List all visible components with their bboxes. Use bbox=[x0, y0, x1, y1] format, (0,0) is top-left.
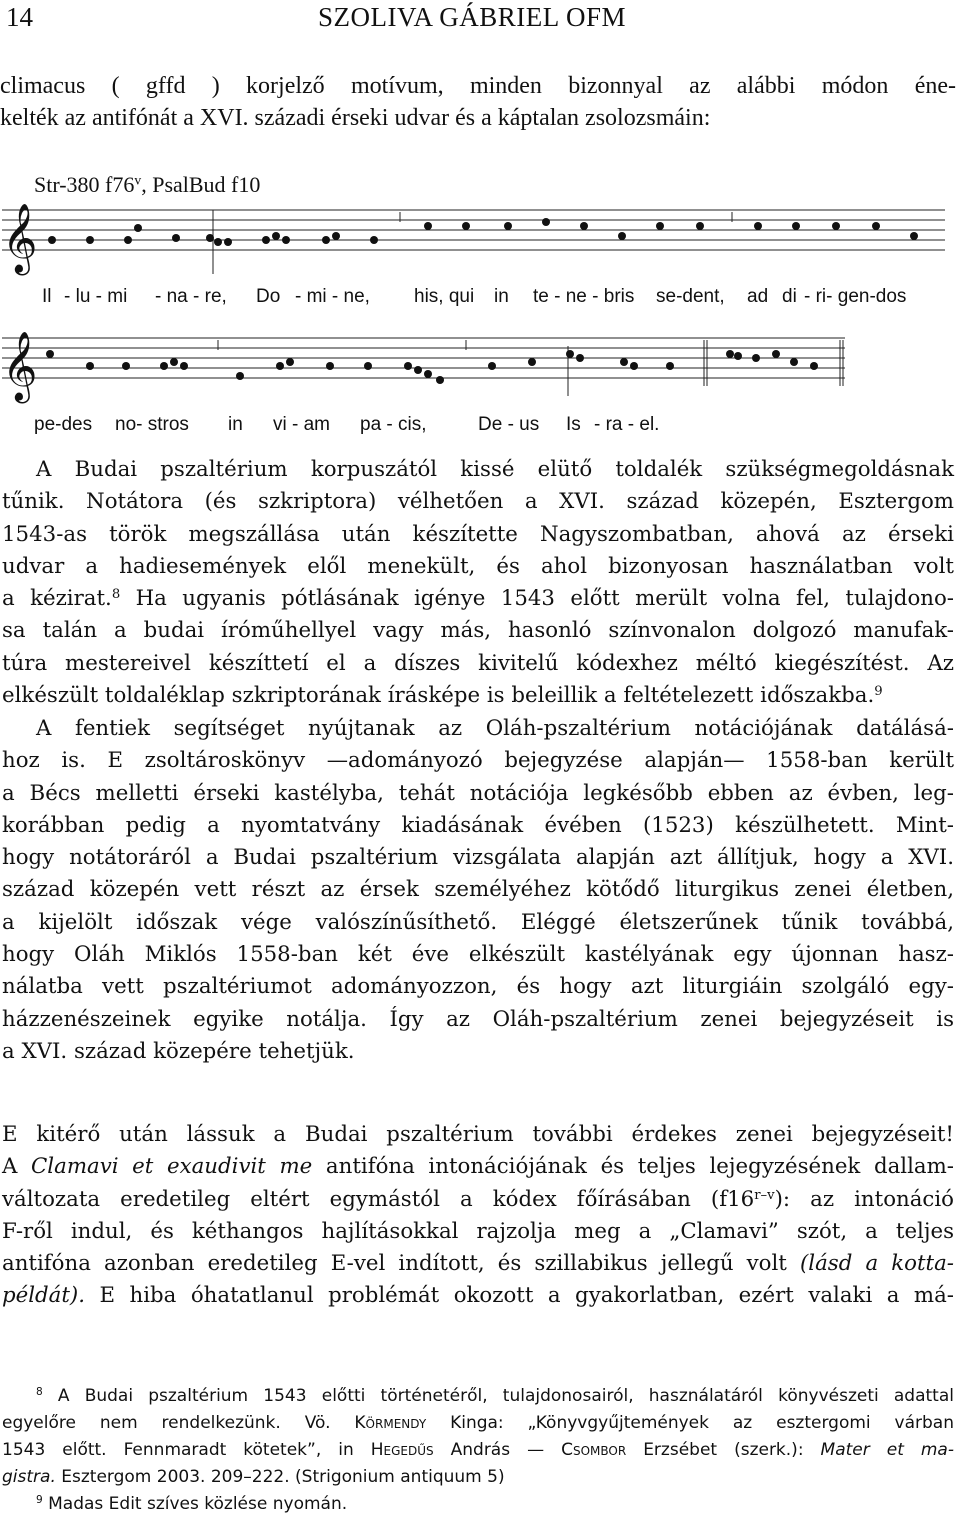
lyric-syllable: - ri- gen-dos bbox=[804, 286, 907, 307]
text-line bbox=[2, 1280, 954, 1312]
intro-line-2: kelték az antifónát a XVI. századi érseki udvar és a káptalan zsolozsmáin: bbox=[0, 105, 711, 131]
source-text: Str-380 f76 bbox=[34, 172, 135, 197]
lyric-syllable: - mi - ne, bbox=[295, 286, 370, 307]
text-fragment: A bbox=[2, 1154, 32, 1180]
footnote-mark: 8 bbox=[36, 1386, 43, 1399]
lyric-syllable: vi - am bbox=[273, 414, 330, 435]
intro-paragraph bbox=[0, 70, 956, 134]
text-line: F-ről indul, és kéthangos hajlításokkal rajzolja meg a „Clamavi” szót, a teljes bbox=[2, 1218, 954, 1244]
text-line: a kijelölt időszak vége valószínűsíthető. Eléggé életszerűnek tűnik továbbá, bbox=[2, 909, 954, 935]
footnote-8 bbox=[2, 1383, 954, 1410]
text-fragment: A Budai pszaltérium 1543 előtti történetéről, tulajdonosairól, használatáról könyvészeti adattal bbox=[42, 1386, 954, 1406]
lyric-syllable: te - ne - bris bbox=[533, 286, 635, 307]
text-line bbox=[2, 1184, 954, 1216]
lyric-syllable: di bbox=[782, 286, 797, 307]
lyric-syllable: se-dent, bbox=[656, 286, 725, 307]
staff-1-svg bbox=[0, 198, 960, 278]
footnote-mark: 9 bbox=[36, 1494, 43, 1507]
body-paragraph-2 bbox=[2, 713, 954, 1068]
text-line bbox=[2, 680, 954, 712]
treble-clef-icon: 𝄞 bbox=[2, 331, 38, 401]
author-name: Csombor bbox=[561, 1440, 627, 1460]
footnote-line bbox=[2, 1464, 954, 1491]
text-line bbox=[2, 1248, 954, 1280]
lyric-syllable: in bbox=[494, 286, 509, 307]
treble-clef-icon: 𝄞 bbox=[2, 203, 38, 273]
lyric-syllable: Il bbox=[42, 286, 52, 307]
italic-ref: (lásd a kotta- bbox=[799, 1251, 954, 1277]
body-paragraph-3 bbox=[2, 1119, 954, 1313]
text-line: hoz is. E zsoltároskönyv —adományozó bejegyzése alapján— 1558-ban került bbox=[2, 748, 954, 774]
text-fragment: 1543 előtt. Fennmaradt kötetek”, in bbox=[2, 1440, 371, 1460]
staff-2-lyrics bbox=[0, 414, 960, 444]
text-line bbox=[2, 583, 954, 615]
lyric-syllable: his, qui bbox=[414, 286, 475, 307]
lyric-syllable: Is bbox=[566, 414, 581, 435]
folio-sup: r–v bbox=[754, 1187, 775, 1203]
body-paragraph-1 bbox=[2, 454, 954, 712]
text-line: E kitérő után lássuk a Budai pszaltérium további érdekes zenei bejegyzéseit! bbox=[2, 1122, 954, 1147]
lyric-syllable: - ra - el. bbox=[594, 414, 660, 435]
text-fragment: Erzsébet (szerk.): bbox=[626, 1440, 821, 1460]
antiphon-title: Clamavi et exaudivit me bbox=[31, 1154, 313, 1180]
text-line: a XVI. század közepére tehetjük. bbox=[2, 1038, 355, 1064]
text-line: hogy Oláh Miklós 1558-ban két éve elkészült kastélyának egy újonnan hasz- bbox=[2, 942, 954, 968]
text-line: túra mestereivel készíttetí el a díszes kivitelű kódexhez méltó kiegészítést. Az bbox=[2, 650, 954, 676]
intro-line-1: climacus ( gffd ) korjelző motívum, minden bizonnyal az alábbi módon éne- bbox=[0, 73, 956, 99]
text-line: sa talán a budai íróműhellyel vagy más, hasonló színvonalon dolgozó manufak- bbox=[2, 618, 954, 644]
music-staff-2 bbox=[0, 326, 960, 406]
footnote-9 bbox=[2, 1491, 954, 1518]
text-fragment: ): az intonáció bbox=[774, 1186, 954, 1212]
staff-1-lyrics bbox=[0, 286, 960, 316]
text-line: A fentiek segítséget nyújtanak az Oláh-pszaltérium notációjának datálásá- bbox=[36, 716, 954, 741]
text-line: tűnik. Notátora (és szkriptora) vélhetően a XVI. század közepén, Esztergom bbox=[2, 489, 954, 515]
footnote-line bbox=[2, 1410, 954, 1437]
text-fragment: Ha ugyanis pótlásának igénye 1543 előtt merült volna fel, tulajdono- bbox=[120, 586, 954, 612]
source-rest: , PsalBud f10 bbox=[141, 172, 261, 197]
text-fragment: Madas Edit szíves közlése nyomán. bbox=[42, 1494, 348, 1514]
text-line bbox=[2, 1151, 954, 1183]
running-title: SZOLIVA GÁBRIEL OFM bbox=[318, 2, 627, 32]
text-line: A Budai pszaltérium korpuszától kissé elütő toldalék szükségmegoldásnak bbox=[36, 457, 954, 482]
text-line: udvar a hadiesemények elől menekült, és ahol bizonyosan használatban volt bbox=[2, 553, 954, 579]
text-fragment: András — bbox=[433, 1440, 562, 1460]
lyric-syllable: - na - re, bbox=[155, 286, 227, 307]
text-line: nálatba vett pszaltériumot adományozzon, és hogy azt liturgiáin szolgáló egy- bbox=[2, 974, 954, 1000]
text-fragment: Esztergom 2003. 209–222. (Strigonium antiquum 5) bbox=[55, 1467, 505, 1487]
source-sup: v bbox=[134, 172, 142, 188]
text-fragment: E hiba óhatatlanul problémát okozott a gyakorlatban, ezért valaki a má- bbox=[85, 1283, 954, 1309]
page-number: 14 bbox=[6, 2, 33, 32]
footnote-ref-8[interactable]: 8 bbox=[111, 586, 121, 602]
lyric-syllable: no- stros bbox=[115, 414, 189, 435]
footnotes bbox=[2, 1383, 954, 1518]
text-line: 1543-as török megszállása után készítette Nagyszombatban, ahová az érseki bbox=[2, 521, 954, 547]
lyric-syllable: - lu - mi bbox=[64, 286, 128, 307]
music-source-label bbox=[34, 172, 260, 198]
text-fragment: egyelőre nem rendelkezünk. Vö. bbox=[2, 1413, 355, 1433]
text-line: korábban pedig a nyomtatvány kiadásának évében (1523) készülhetett. Mint- bbox=[2, 812, 954, 838]
italic-title: gistra. bbox=[2, 1467, 56, 1487]
lyric-syllable: pa - cis, bbox=[360, 414, 427, 435]
footnote-ref-9[interactable]: 9 bbox=[874, 683, 883, 699]
text-line: század közepén vett részt az érsek személyéhez kötődő liturgikus zenei életben, bbox=[2, 877, 954, 903]
text-line: házzenészeinek egyike notálja. Így az Oláh-pszaltérium zenei bejegyzéseit is bbox=[2, 1006, 954, 1032]
text-fragment: Kinga: „Könyvgyűjtemények az esztergomi várban bbox=[426, 1413, 954, 1433]
text-line: hogy notátoráról a Budai pszaltérium vizsgálata alapján azt állítjuk, hogy a XVI. bbox=[2, 845, 954, 871]
author-name: Hegedűs bbox=[370, 1440, 434, 1460]
text-fragment: antifóna azonban eredetileg E-vel indított, és szillabikus jellegű volt bbox=[2, 1251, 800, 1277]
text-fragment: változata eredetileg eltért egymástól a kódex főírásában (f16 bbox=[2, 1186, 755, 1212]
text-fragment: a kézirat. bbox=[2, 586, 112, 612]
music-staff-1 bbox=[0, 198, 960, 278]
lyric-syllable: ad bbox=[747, 286, 769, 307]
text-fragment: antifóna intonációjának és teljes lejegyzésének dallam- bbox=[312, 1154, 954, 1180]
lyric-syllable: Do bbox=[256, 286, 281, 307]
lyric-syllable: pe-des bbox=[34, 414, 93, 435]
italic-ref: példát). bbox=[2, 1283, 86, 1309]
staff-1-notes bbox=[48, 218, 918, 246]
text-fragment: elkészült toldaléklap szkriptorának írásképe is beleillik a feltételezett időszakba. bbox=[2, 683, 875, 709]
italic-title: Mater et ma- bbox=[820, 1440, 954, 1460]
lyric-syllable: in bbox=[228, 414, 243, 435]
footnote-line bbox=[2, 1437, 954, 1464]
text-line: a Bécs melletti érseki kastélyba, tehát notációja legkésőbb ebben az évben, leg- bbox=[2, 780, 954, 806]
staff-2-notes bbox=[46, 350, 818, 384]
staff-2-svg bbox=[0, 326, 960, 406]
lyric-syllable: De - us bbox=[478, 414, 540, 435]
author-name: Körmendy bbox=[354, 1413, 427, 1433]
